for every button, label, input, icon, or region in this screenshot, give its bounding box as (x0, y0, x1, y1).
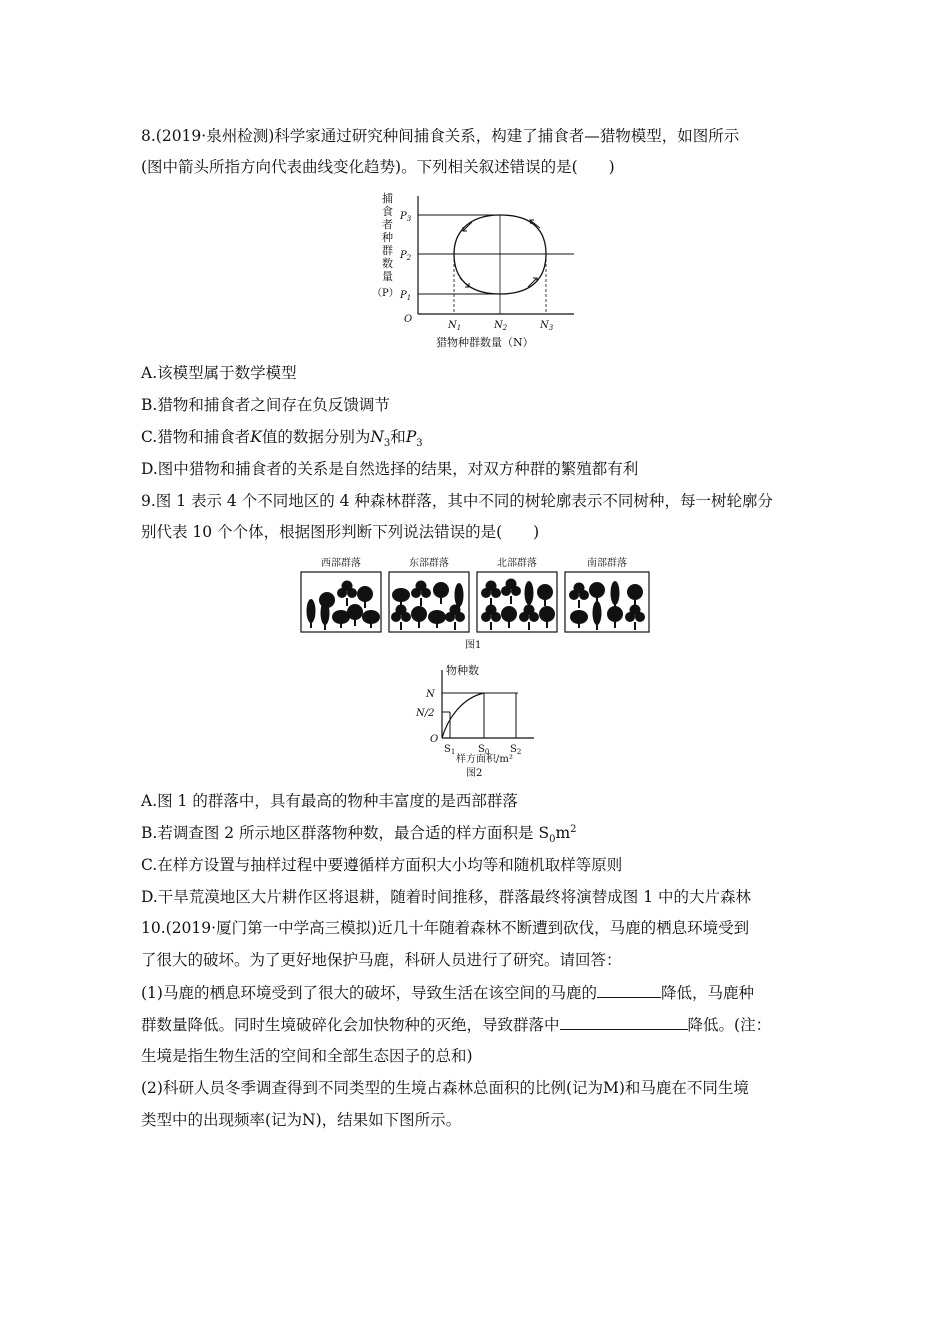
answer-blank-1[interactable] (597, 982, 661, 998)
q9-option-d: D.干旱荒漠地区大片耕作区将退耕，随着时间推移，群落最终将演替成图 1 中的大片森林 (141, 888, 752, 906)
q9-stem-line2: 别代表 10 个个体，根据图形判断下列说法错误的是( ) (141, 523, 540, 541)
east-trees (391, 581, 465, 631)
figure1-caption: 图1 (465, 640, 482, 651)
fig2-xlabel: 样方面积/m² (456, 754, 513, 765)
xtick-n3: $N_3$ (540, 320, 554, 332)
ylabel-char: 食 (382, 205, 393, 218)
xtick-n2: $N_2$ (494, 320, 508, 332)
ylabel-char: 种 (382, 231, 393, 244)
fig2-xtick-s2: $S_2$ (510, 744, 522, 756)
west-trees (307, 581, 381, 631)
predator-prey-figure (360, 188, 600, 354)
q8-option-c: C.猎物和捕食者K值的数据分别为$N_3$和$P_3$ (141, 428, 423, 450)
fig2-origin: O (430, 734, 439, 745)
q10-part1-line2: 群数量降低。同时生境破碎化会加快物种的灭绝，导致群落中 降低。(注： (141, 1016, 772, 1034)
q8-stem-line2: (图中箭头所指方向代表曲线变化趋势)。下列相关叙述错误的是( ) (141, 158, 615, 176)
panel-title-east: 东部群落 (409, 558, 449, 569)
ylabel-char: 量 (382, 270, 393, 283)
ytick-p1: $P_1$ (400, 290, 412, 302)
fig2-xtick-s1: $S_1$ (444, 744, 456, 756)
fig2-curve (442, 693, 484, 738)
ylabel-unit: （P） (372, 288, 399, 299)
q10-stem-line2: 了很大的破坏。为了更好地保护马鹿，科研人员进行了研究。请回答： (141, 951, 622, 969)
q8-option-d: D.图中猎物和捕食者的关系是自然选择的结果，对双方种群的繁殖都有利 (141, 460, 639, 478)
ytick-p2: $P_2$ (400, 250, 412, 262)
q9-option-c: C.在样方设置与抽样过程中要遵循样方面积大小均等和随机取样等原则 (141, 856, 623, 874)
fig2-xtick-s0: $S_0$ (478, 744, 490, 756)
ylabel-char: 群 (382, 244, 393, 257)
q9-stem-line1: 9.图 1 表示 4 个不同地区的 4 种森林群落，其中不同的树轮廓表示不同树种，每一树轮廓分 (141, 492, 773, 510)
panel-title-west: 西部群落 (321, 558, 361, 569)
q10-stem-line1: 10.(2019·厦门第一中学高三模拟)近几十年随着森林不断遭到砍伐，马鹿的栖息环境受到 (141, 919, 750, 937)
q10-part2-line2: 类型中的出现频率(记为N)，结果如下图所示。 (141, 1111, 462, 1129)
fig2-ytick-half: N/2 (416, 708, 435, 719)
ylabel-char: 捕 (382, 192, 393, 205)
xlabel: 猎物种群数量（N） (436, 336, 534, 349)
q10-part1-line1: (1)马鹿的栖息环境受到了很大的破坏，导致生活在该空间的马鹿的 降低，马鹿种 (141, 984, 754, 1002)
xtick-n1: $N_1$ (448, 320, 462, 332)
figure2-caption: 图2 (466, 768, 483, 778)
q8-option-b: B.猎物和捕食者之间存在负反馈调节 (141, 396, 390, 414)
ytick-p3: $P_3$ (400, 211, 412, 223)
q9-option-b: B.若调查图 2 所示地区群落物种数，最合适的样方面积是 $S_0m^2$ (141, 823, 577, 846)
q10-part1-line3: 生境是指生物生活的空间和全部生态因子的总和) (141, 1047, 473, 1065)
species-area-figure (404, 662, 554, 778)
panel-title-south: 南部群落 (587, 558, 627, 569)
q9-option-a: A.图 1 的群落中，具有最高的物种丰富度的是西部群落 (141, 792, 518, 810)
fig2-ylabel: 物种数 (446, 664, 479, 677)
ylabel-char: 数 (382, 257, 393, 270)
answer-blank-2[interactable] (560, 1014, 688, 1030)
origin-label: O (404, 314, 413, 325)
forest-communities-figure (297, 552, 653, 652)
fig2-ytick-n: N (426, 689, 435, 700)
south-trees (569, 581, 645, 630)
q10-part2-line1: (2)科研人员冬季调查得到不同类型的生境占森林总面积的比例(记为M)和马鹿在不同生境 (141, 1079, 749, 1097)
north-trees (481, 579, 555, 631)
panel-title-north: 北部群落 (497, 558, 537, 569)
ylabel-char: 者 (382, 218, 393, 231)
q8-option-a: A.该模型属于数学模型 (141, 364, 297, 382)
q8-stem-line1: 8.(2019·泉州检测)科学家通过研究种间捕食关系，构建了捕食者—猎物模型，如图所示 (141, 127, 740, 145)
